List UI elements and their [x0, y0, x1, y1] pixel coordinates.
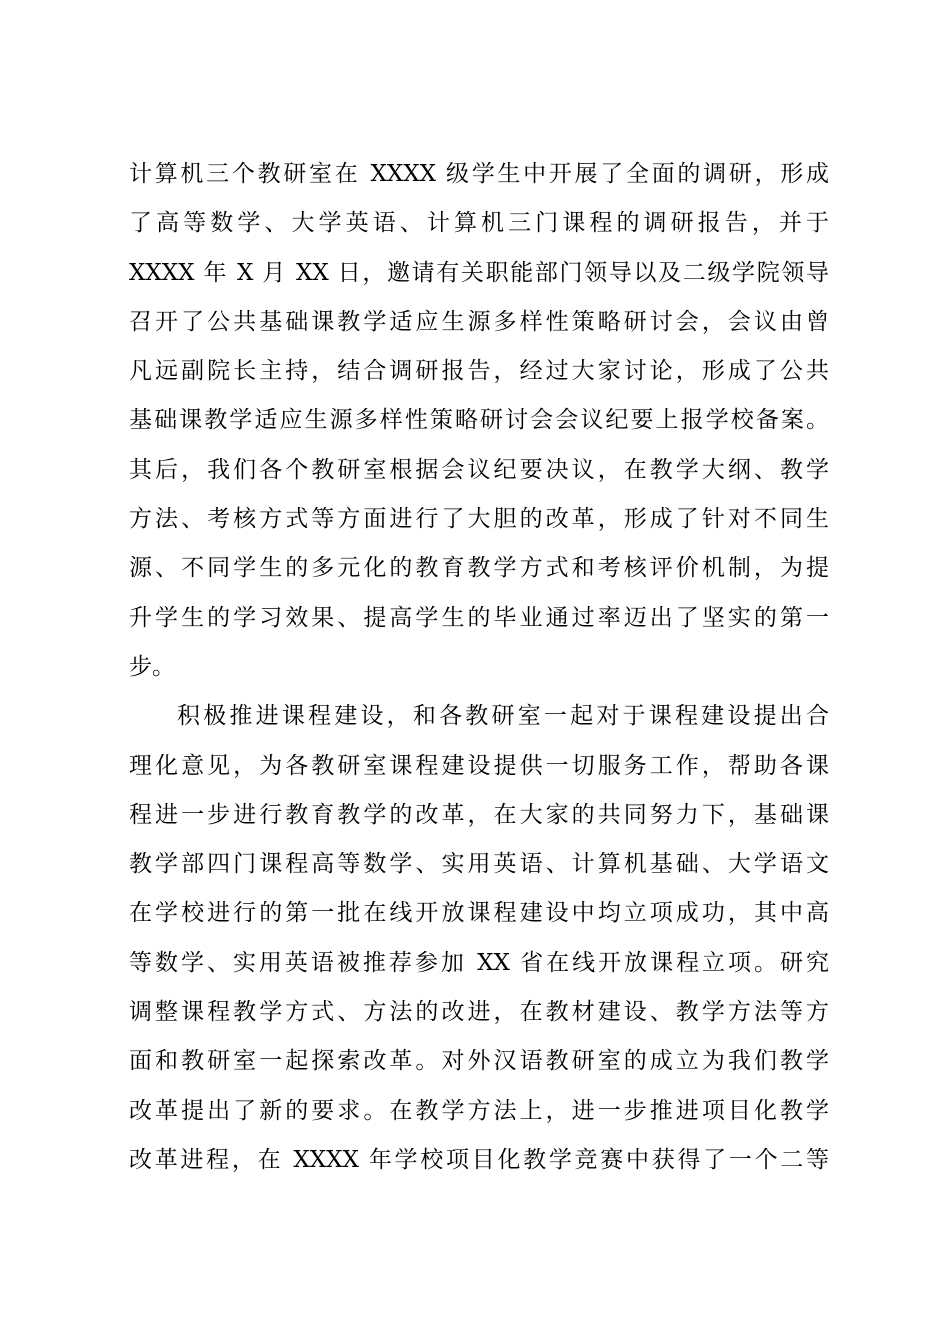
text-line: 源、不同学生的多元化的教育教学方式和考核评价机制，为提	[129, 555, 829, 582]
text-line: 积极推进课程建设，和各教研室一起对于课程建设提出合	[177, 703, 829, 730]
text-line: 面和教研室一起探索改革。对外汉语教研室的成立为我们教学	[129, 1048, 829, 1075]
text-line: 在学校进行的第一批在线开放课程建设中均立项成功，其中高	[129, 900, 829, 927]
text-line: 改革提出了新的要求。在教学方法上，进一步推进项目化教学	[129, 1097, 829, 1124]
text-line: 程进一步进行教育教学的改革，在大家的共同努力下，基础课	[129, 801, 829, 828]
text-line: 等数学、实用英语被推荐参加 XX 省在线开放课程立项。研究	[129, 949, 829, 976]
document-body	[129, 150, 829, 1185]
text-line: 升学生的学习效果、提高学生的毕业通过率迈出了坚实的第一	[129, 604, 829, 631]
text-line: 了高等数学、大学英语、计算机三门课程的调研报告，并于	[129, 210, 829, 237]
paragraph-2	[129, 692, 829, 1185]
text-line: 步。	[129, 653, 175, 680]
text-line: 凡远副院长主持，结合调研报告，经过大家讨论，形成了公共	[129, 358, 829, 385]
text-line: XXXX 年 X 月 XX 日，邀请有关职能部门领导以及二级学院领导	[129, 259, 829, 286]
text-line: 其后，我们各个教研室根据会议纪要决议，在教学大纲、教学	[129, 456, 829, 483]
text-line: 召开了公共基础课教学适应生源多样性策略研讨会，会议由曾	[129, 308, 829, 335]
paragraph-1	[129, 150, 829, 692]
text-line: 改革进程，在 XXXX 年学校项目化教学竞赛中获得了一个二等	[129, 1146, 829, 1173]
text-line: 理化意见，为各教研室课程建设提供一切服务工作，帮助各课	[129, 752, 829, 779]
text-line: 调整课程教学方式、方法的改进，在教材建设、教学方法等方	[129, 999, 829, 1026]
text-line: 方法、考核方式等方面进行了大胆的改革，形成了针对不同生	[129, 506, 829, 533]
text-line: 教学部四门课程高等数学、实用英语、计算机基础、大学语文	[129, 851, 829, 878]
text-line: 基础课教学适应生源多样性策略研讨会会议纪要上报学校备案。	[129, 407, 829, 434]
text-line: 计算机三个教研室在 XXXX 级学生中开展了全面的调研，形成	[129, 161, 829, 187]
